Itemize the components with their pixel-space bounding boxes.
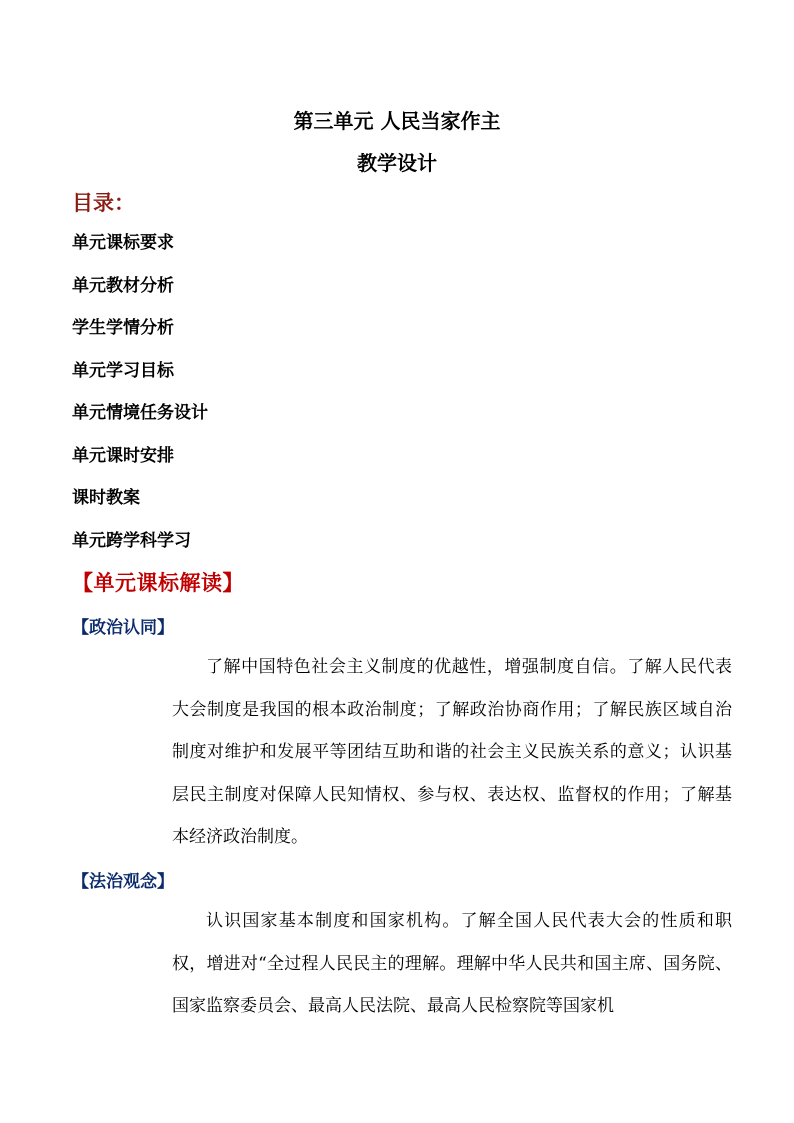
toc-item-lesson-plans: 课时教案 bbox=[72, 488, 140, 508]
toc-item-curriculum-requirements: 单元课标要求 bbox=[72, 233, 174, 253]
toc-item-interdisciplinary: 单元跨学科学习 bbox=[72, 530, 191, 551]
section-heading: 【单元课标解读】 bbox=[72, 570, 244, 595]
toc-item-task-design: 单元情境任务设计 bbox=[72, 403, 208, 423]
toc-heading: 目录： bbox=[72, 190, 135, 215]
subsection-heading-political-identity: 【政治认同】 bbox=[72, 618, 174, 638]
paragraph-political-identity: 了解中国特色社会主义制度的优越性，增强制度自信。了解人民代表大会制度是我国的根本政治制度；了解政治协商作用；了解民族区域自治制度对维护和发展平等团结互助和谐的社会主义民族关系的意义；认识基层民主制度对保障人民知情权、参与权、表达权、监督权的作用；了解基本经济政治制度。 bbox=[172, 657, 732, 847]
document-subtitle: 教学设计 bbox=[357, 151, 437, 175]
toc-item-learning-objectives: 单元学习目标 bbox=[72, 360, 174, 381]
paragraph-rule-of-law: 认识国家基本制度和国家机构。了解全国人民代表大会的性质和职权，增进对“全过程人民民主的理解。理解中华人民共和国主席、国务院、国家监察委员会、最高人民法院、最高人民检察院等国家机 bbox=[172, 911, 732, 1016]
toc-item-lesson-schedule: 单元课时安排 bbox=[72, 445, 174, 466]
table-of-contents bbox=[72, 230, 208, 570]
toc-item-textbook-analysis: 单元教材分析 bbox=[72, 275, 174, 296]
document-title: 第三单元 人民当家作主 bbox=[293, 109, 501, 133]
subsection-heading-rule-of-law: 【法治观念】 bbox=[72, 872, 174, 892]
toc-item-student-analysis: 学生学情分析 bbox=[72, 318, 174, 338]
